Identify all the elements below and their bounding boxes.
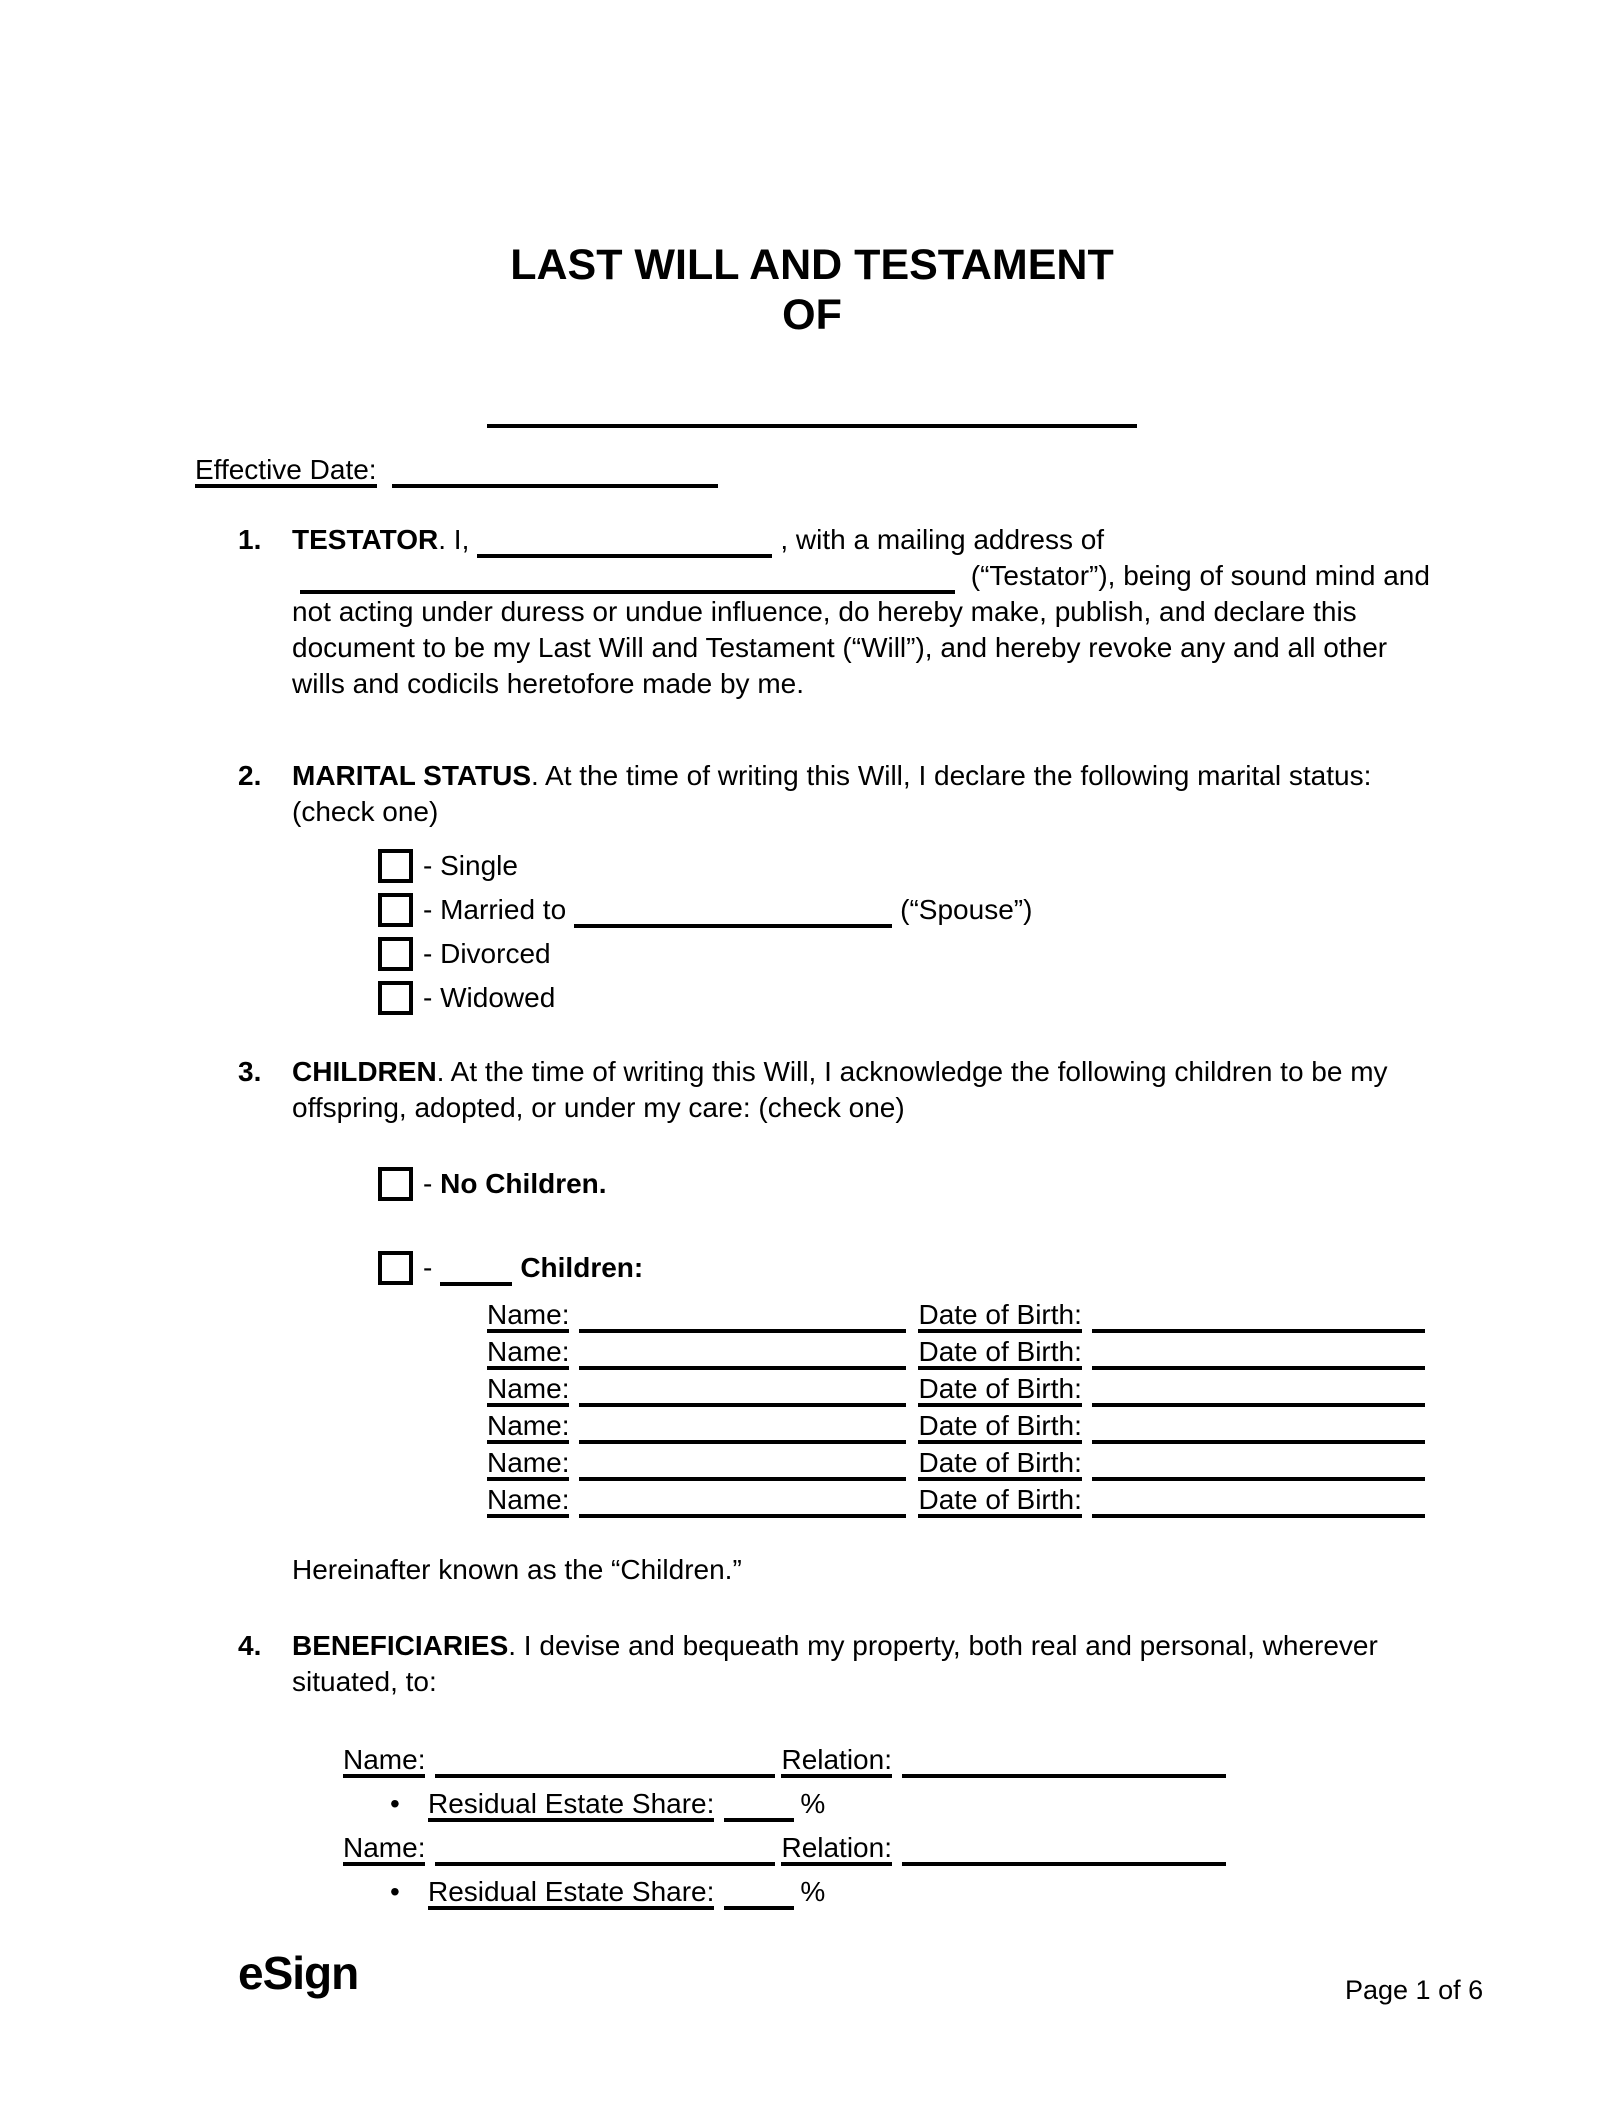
section-marital-number: 2. <box>238 760 262 791</box>
residual-share-label: Residual Estate Share: <box>428 1878 714 1910</box>
section-marital-title: MARITAL STATUS <box>292 760 532 791</box>
option-no-children <box>378 1162 1442 1206</box>
marital-body: . At the time of writing this Will, I declare the following marital status: (check one) <box>292 760 1372 827</box>
beneficiary-relation-label: Relation: <box>781 1834 892 1866</box>
beneficiary-2-name-field[interactable] <box>435 1862 775 1866</box>
testator-name-field[interactable] <box>477 554 772 558</box>
percent-sign: % <box>800 1876 826 1907</box>
beneficiary-1-share-field[interactable] <box>724 1818 794 1822</box>
marital-option-divorced <box>378 932 1442 976</box>
section-testator <box>238 522 1442 702</box>
child-name-label: Name: <box>487 1301 569 1333</box>
beneficiaries-list <box>343 1738 1442 1914</box>
beneficiary-2-relation-field[interactable] <box>902 1862 1226 1866</box>
testator-address-field[interactable] <box>300 590 955 594</box>
testator-name-line[interactable] <box>487 424 1137 428</box>
section-testator-title: TESTATOR <box>292 524 439 555</box>
testator-body: (“Testator”), being of sound mind and not acting under duress or undue influence, do hereby make, publish, and declare this document to be my Last Will and Testament (“Will”), and hereby revoke any and all other wills and codicils heretofore made by me. <box>292 560 1430 699</box>
no-children-label: No Children. <box>440 1168 607 1199</box>
spouse-name-field[interactable] <box>574 924 892 928</box>
esign-logo: eSign <box>238 1947 359 1999</box>
section-beneficiaries-number: 4. <box>238 1630 262 1661</box>
child-row-1 <box>487 1296 1442 1333</box>
children-table <box>487 1296 1442 1518</box>
child-row-4 <box>487 1407 1442 1444</box>
checkbox-has-children[interactable] <box>378 1251 413 1285</box>
checkbox-divorced[interactable] <box>378 937 413 971</box>
child-row-5 <box>487 1444 1442 1481</box>
label-divorced: - Divorced <box>423 938 551 969</box>
label-spouse-suffix: (“Spouse”) <box>900 894 1033 925</box>
effective-date-label: Effective Date: <box>195 456 377 488</box>
no-children-prefix: - <box>423 1168 433 1199</box>
beneficiary-name-label: Name: <box>343 1746 425 1778</box>
title-line-1: LAST WILL AND TESTAMENT <box>510 241 1114 289</box>
testator-lead-in: . I, <box>438 524 470 555</box>
marital-options-list <box>378 844 1442 1020</box>
marital-option-single <box>378 844 1442 888</box>
beneficiary-share-row-1 <box>390 1782 1442 1826</box>
checkbox-single[interactable] <box>378 849 413 883</box>
beneficiary-1-name-field[interactable] <box>435 1774 775 1778</box>
child-name-label: Name: <box>487 1486 569 1518</box>
children-hereinafter-note: Hereinafter known as the “Children.” <box>292 1554 742 1585</box>
label-single: - Single <box>423 850 518 881</box>
child-row-6 <box>487 1481 1442 1518</box>
testator-after-name: , with a mailing address of <box>780 524 1105 555</box>
child-dob-label: Date of Birth: <box>918 1338 1081 1370</box>
effective-date-row <box>195 452 1624 488</box>
section-children-title: CHILDREN <box>292 1056 437 1087</box>
title-line-2: OF <box>782 291 842 339</box>
beneficiary-2-share-field[interactable] <box>724 1906 794 1910</box>
percent-sign: % <box>800 1788 826 1819</box>
section-testator-number: 1. <box>238 524 262 555</box>
beneficiary-relation-label: Relation: <box>781 1746 892 1778</box>
marital-option-married <box>378 888 1442 932</box>
child-6-dob-field[interactable] <box>1092 1514 1425 1518</box>
child-dob-label: Date of Birth: <box>918 1412 1081 1444</box>
page-title <box>0 0 1624 340</box>
page-indicator: Page 1 of 6 <box>1345 1975 1484 2005</box>
child-name-label: Name: <box>487 1412 569 1444</box>
child-dob-label: Date of Birth: <box>918 1301 1081 1333</box>
child-dob-label: Date of Birth: <box>918 1375 1081 1407</box>
child-dob-label: Date of Birth: <box>918 1449 1081 1481</box>
effective-date-field[interactable] <box>392 484 718 488</box>
beneficiary-share-row-2 <box>390 1870 1442 1914</box>
beneficiaries-body: . I devise and bequeath my property, both real and personal, wherever situated, to: <box>292 1630 1378 1697</box>
checkbox-widowed[interactable] <box>378 981 413 1015</box>
child-name-label: Name: <box>487 1375 569 1407</box>
residual-share-label: Residual Estate Share: <box>428 1790 714 1822</box>
section-marital-status <box>238 758 1442 1020</box>
beneficiary-name-label: Name: <box>343 1834 425 1866</box>
checkbox-married[interactable] <box>378 893 413 927</box>
label-widowed: - Widowed <box>423 982 556 1013</box>
children-body: . At the time of writing this Will, I acknowledge the following children to be my offspring, adopted, or under my care: (check one) <box>292 1056 1388 1123</box>
child-dob-label: Date of Birth: <box>918 1486 1081 1518</box>
child-6-name-field[interactable] <box>579 1514 906 1518</box>
child-row-3 <box>487 1370 1442 1407</box>
children-count-field[interactable] <box>440 1282 512 1286</box>
children-count-prefix: - <box>423 1252 433 1283</box>
bullet-icon: • <box>390 1876 400 1907</box>
beneficiary-row-1 <box>343 1738 1442 1782</box>
bullet-icon: • <box>390 1788 400 1819</box>
beneficiary-row-2 <box>343 1826 1442 1870</box>
child-name-label: Name: <box>487 1449 569 1481</box>
child-row-2 <box>487 1333 1442 1370</box>
checkbox-no-children[interactable] <box>378 1167 413 1201</box>
children-count-label: Children: <box>520 1252 644 1283</box>
label-married: - Married to <box>423 894 567 925</box>
child-name-label: Name: <box>487 1338 569 1370</box>
beneficiary-1-relation-field[interactable] <box>902 1774 1226 1778</box>
section-beneficiaries-title: BENEFICIARIES <box>292 1630 509 1661</box>
marital-option-widowed <box>378 976 1442 1020</box>
option-children-count <box>378 1246 1442 1290</box>
section-children-number: 3. <box>238 1056 262 1087</box>
section-children <box>238 1054 1442 1588</box>
section-beneficiaries <box>238 1628 1442 1914</box>
